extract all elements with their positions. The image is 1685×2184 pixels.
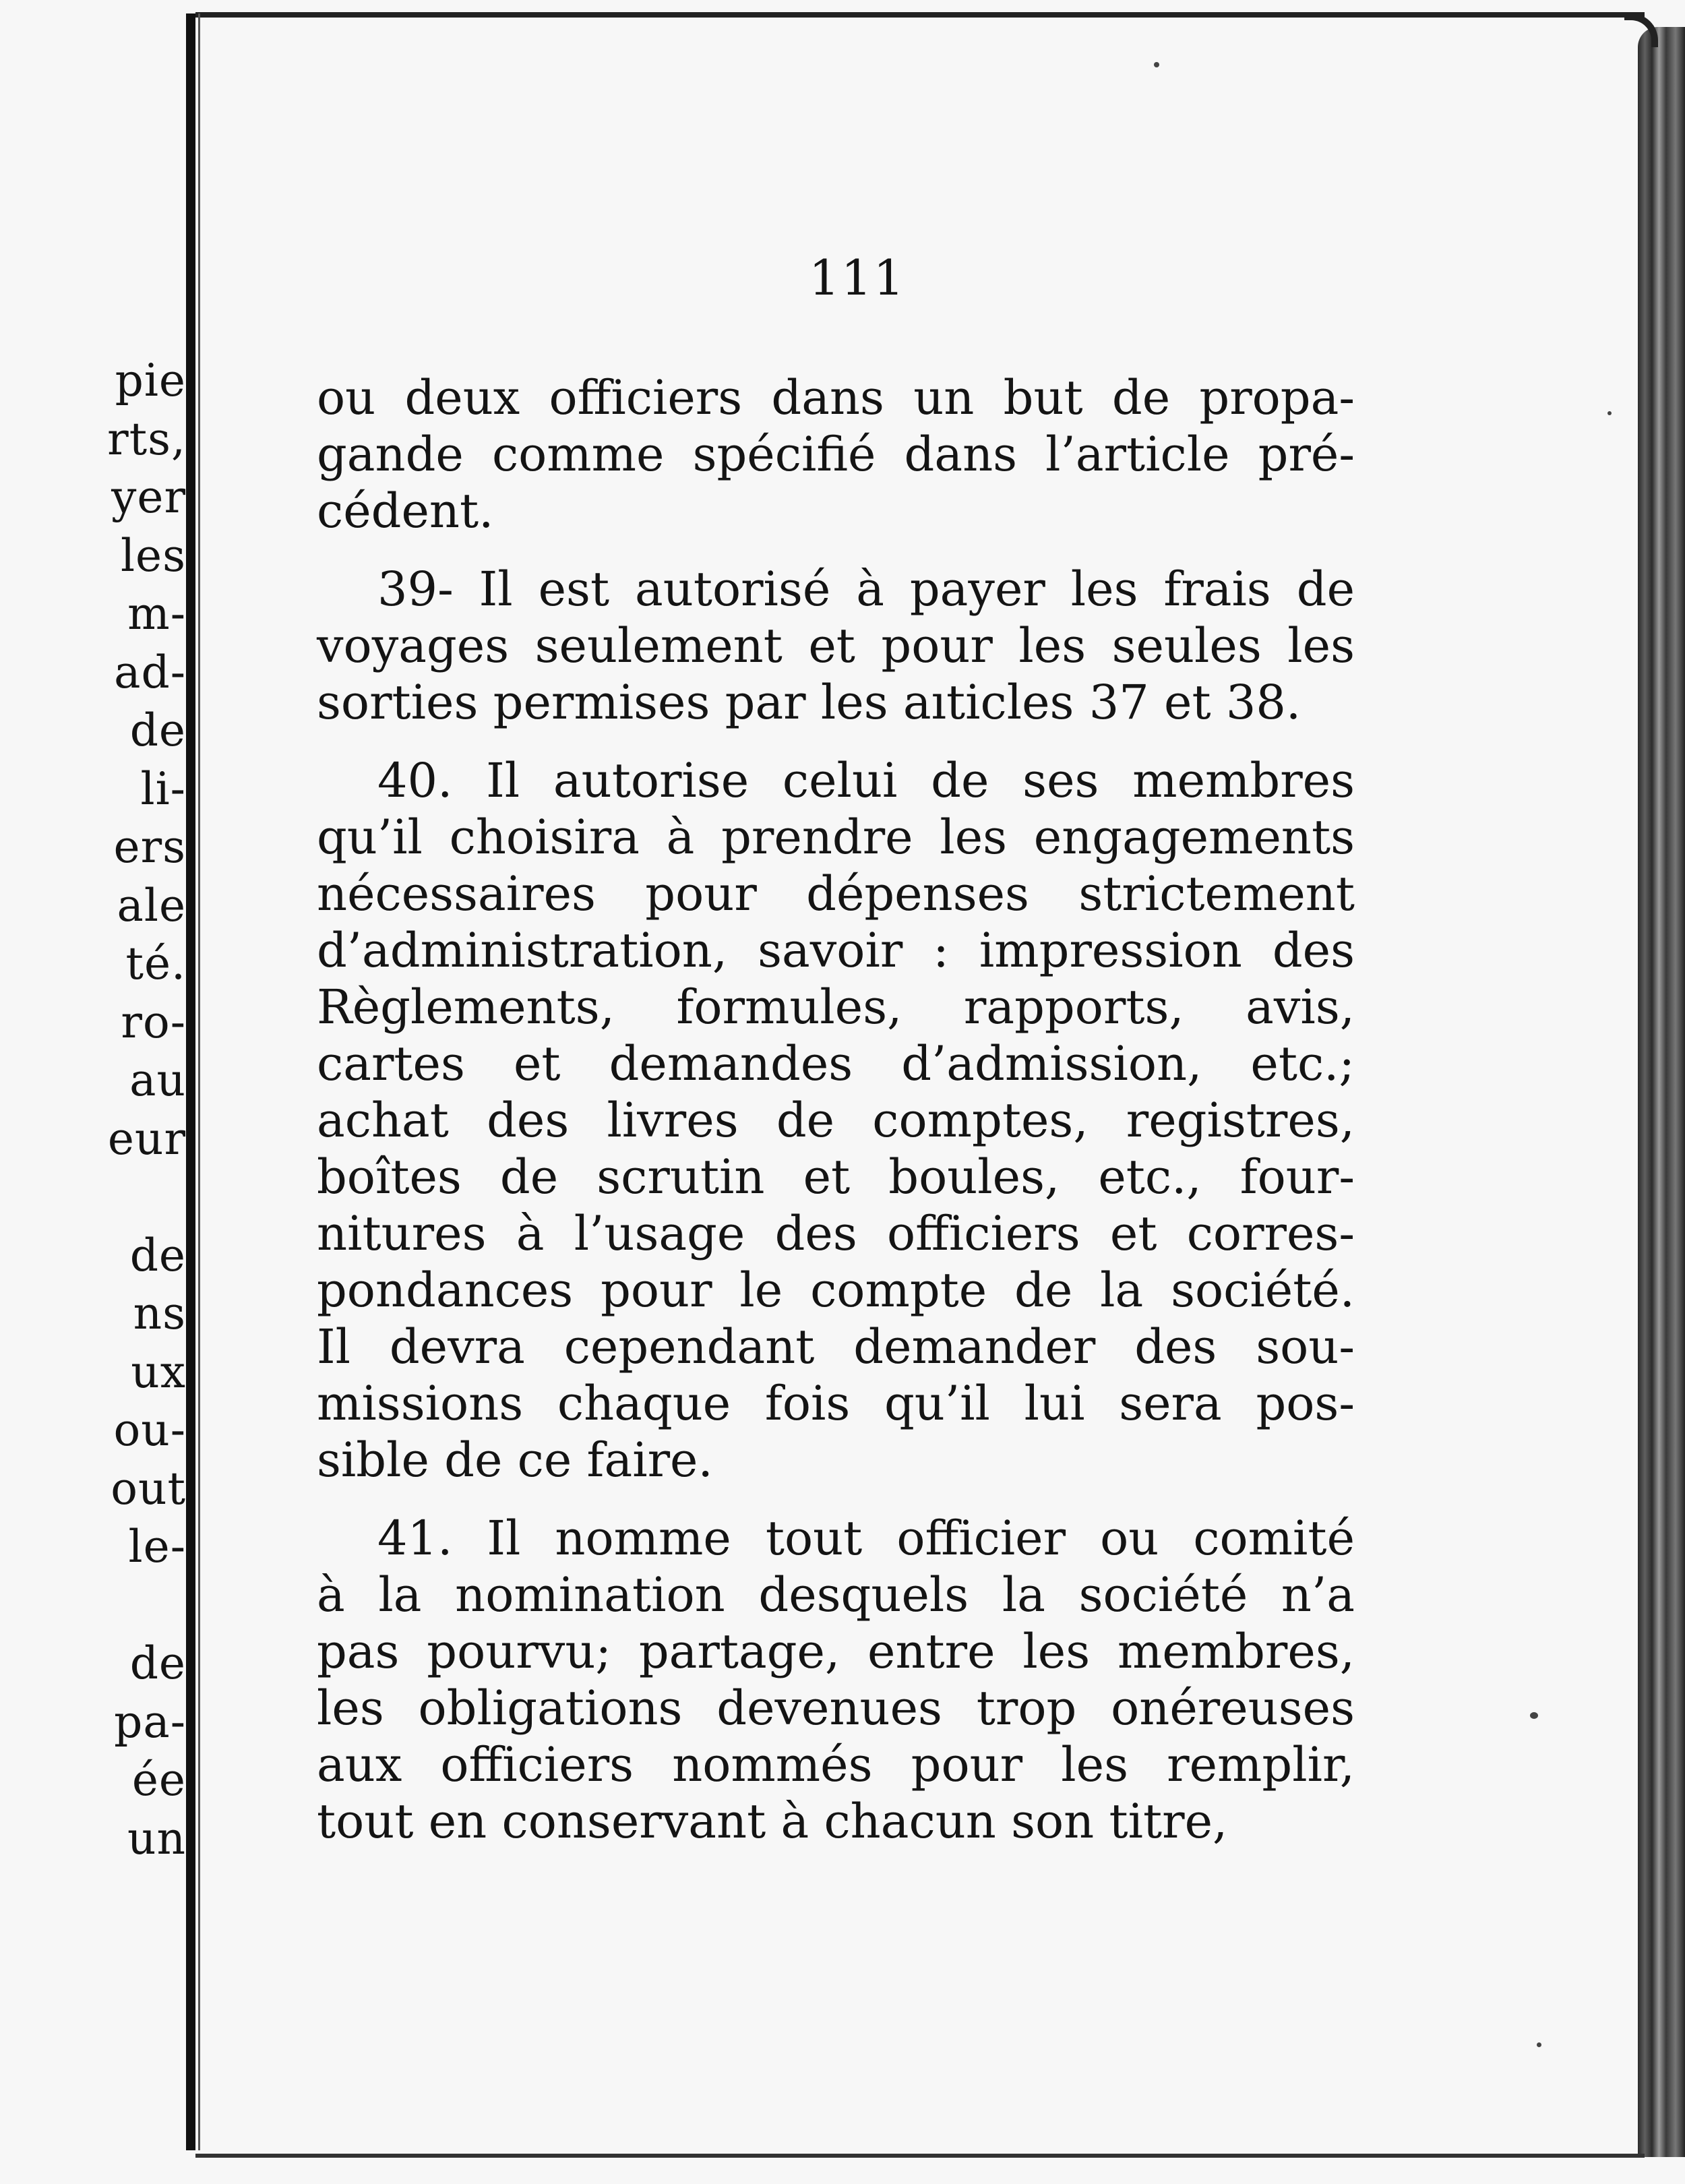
text-line: missions chaque fois qu’il lui sera pos-: [317, 1376, 1355, 1431]
left-page-fragment: un: [127, 1812, 186, 1864]
page-bottom-edge: [195, 2154, 1645, 2158]
text-line: cartes et demandes d’admission, etc.;: [317, 1036, 1355, 1091]
paragraph: [317, 1510, 1355, 1850]
text-line: qu’il choisira à prendre les engagements: [317, 810, 1355, 865]
text-line: tout en conservant à chacun son titre,: [317, 1794, 1228, 1849]
left-page-fragment: pa-: [114, 1695, 186, 1748]
text-line: 39- Il est autorisé à payer les frais de: [377, 562, 1355, 617]
text-line: pas pourvu; partage, entre les membres,: [317, 1624, 1355, 1679]
body-text: [317, 369, 1355, 1850]
left-page-fragment: ns: [133, 1287, 186, 1339]
text-line: achat des livres de comptes, registres,: [317, 1093, 1355, 1148]
text-line: sorties permises par les aıticles 37 et 38.: [317, 675, 1301, 730]
left-page-fragment: pie: [115, 355, 186, 406]
text-line: 40. Il autorise celui de ses membres: [377, 753, 1355, 808]
dust-speck: [1537, 2042, 1541, 2047]
text-line: les obligations devenues trop onéreuses: [317, 1680, 1355, 1736]
left-page-fragment: ro-: [121, 996, 186, 1048]
dust-speck: [1607, 411, 1612, 415]
paragraph-gap: [317, 1488, 1355, 1510]
left-page-fragment: eur: [107, 1112, 186, 1165]
left-page-fragment: ux: [131, 1345, 186, 1398]
paragraph: [317, 752, 1355, 1488]
paragraph-gap: [317, 539, 1355, 561]
text-line: 41. Il nomme tout officier ou comité: [377, 1511, 1355, 1566]
left-page-fragment: ée: [131, 1754, 186, 1806]
left-page-fragment: de: [129, 1229, 186, 1281]
paragraph-gap: [317, 731, 1355, 752]
text-line: sible de ce faire.: [317, 1432, 713, 1488]
text-line: ou deux officiers dans un but de propa-: [317, 370, 1355, 425]
text-line: nécessaires pour dépenses strictement: [317, 866, 1355, 921]
left-page-fragment: out: [111, 1462, 186, 1515]
dust-speck: [1154, 62, 1159, 67]
text-line: voyages seulement et pour les seules les: [317, 618, 1355, 673]
text-line: d’administration, savoir : impression des: [317, 923, 1355, 978]
paragraph: [317, 561, 1355, 731]
left-page-fragment: au: [129, 1054, 186, 1106]
left-page-fragment: les: [120, 529, 186, 582]
left-page-fragment: ale: [117, 879, 186, 932]
left-page-fragment: ers: [113, 821, 186, 873]
left-page-fragment: rts,: [107, 413, 186, 465]
book-gutter: [186, 13, 195, 2150]
text-line: pondances pour le compte de la société.: [317, 1263, 1355, 1318]
left-page-fragment: ou-: [113, 1404, 186, 1456]
left-page-fragment: té.: [125, 938, 186, 990]
text-line: aux officiers nommés pour les remplir,: [317, 1737, 1355, 1792]
text-line: Règlements, formules, rapports, avis,: [317, 979, 1355, 1035]
left-page-fragment: de: [129, 1637, 186, 1689]
left-page-fragment: de: [129, 704, 186, 756]
left-page-fragment: m-: [127, 588, 186, 640]
page-number: 111: [809, 249, 906, 306]
gutter-shadow: [198, 13, 200, 2150]
left-page-fragment: le-: [128, 1521, 186, 1573]
text-line: à la nomination desquels la société n’a: [317, 1567, 1355, 1622]
text-line: gande comme spécifié dans l’article pré-: [317, 427, 1355, 482]
page-top-edge: [195, 12, 1645, 18]
text-line: nitures à l’usage des officiers et corres-: [317, 1206, 1355, 1261]
dust-speck: [1530, 1712, 1538, 1719]
left-page-fragment: li-: [140, 762, 186, 815]
text-line: cédent.: [317, 483, 494, 539]
text-line: boîtes de scrutin et boules, etc., four-: [317, 1149, 1355, 1205]
left-page-fragment: ad-: [114, 646, 186, 698]
left-page-fragment: yer: [111, 471, 186, 523]
text-line: Il devra cependant demander des sou-: [317, 1319, 1355, 1374]
page-right-edge: [1638, 27, 1685, 2157]
paragraph: [317, 369, 1355, 539]
